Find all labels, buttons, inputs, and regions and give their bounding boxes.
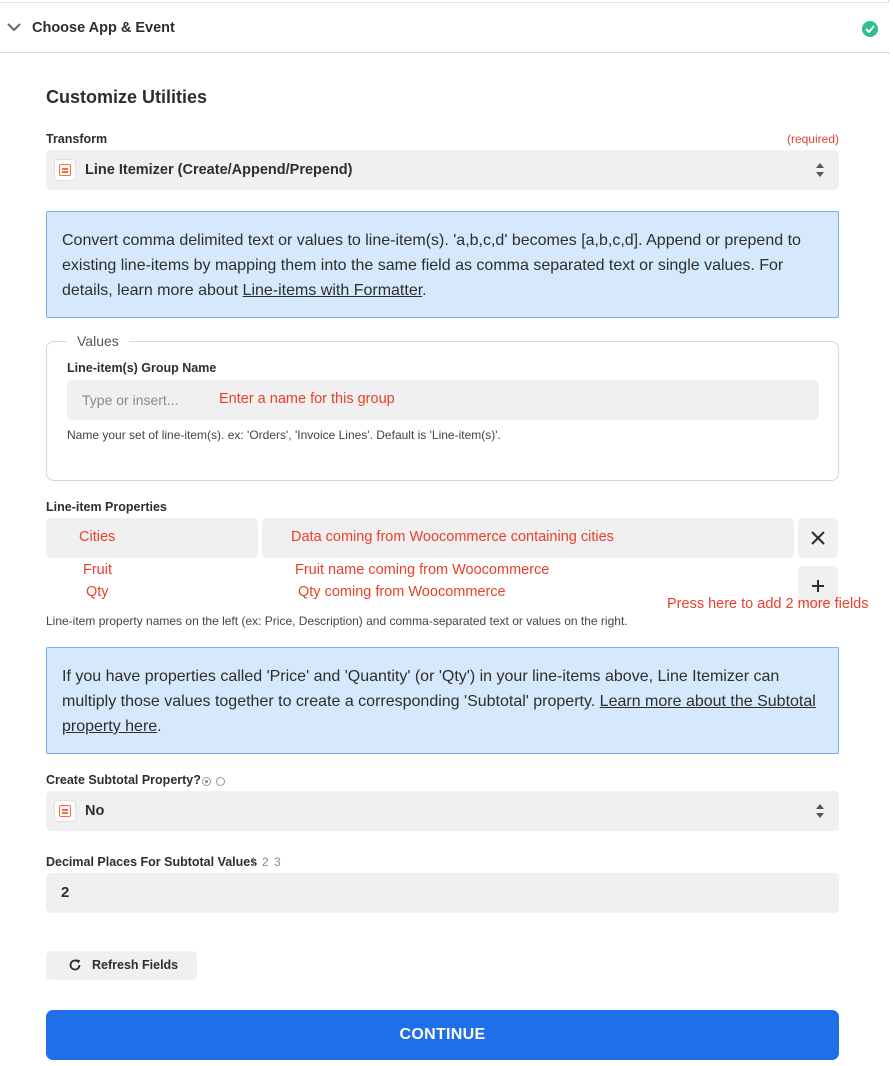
- decimal-digits-hint: 1 2 3: [250, 855, 282, 869]
- radio-on[interactable]: [202, 777, 211, 786]
- transform-label: Transform: [46, 132, 108, 146]
- refresh-fields-button[interactable]: [46, 951, 197, 980]
- property-value-cities: Data coming from Woocommerce containing cities: [291, 529, 614, 545]
- formatter-icon: [54, 800, 76, 822]
- refresh-icon: [68, 958, 82, 972]
- group-name-annotation: Enter a name for this group: [219, 391, 395, 407]
- group-name-input[interactable]: [67, 380, 819, 420]
- info-text: If you have properties called 'Price' and 'Quantity' (or 'Qty') in your line-items above, Line Itemizer can multiply those values together to create a corresponding 'Subtotal' property.: [62, 668, 780, 710]
- info-suffix: .: [422, 282, 427, 299]
- check-circle-icon: [862, 21, 878, 37]
- info-box-subtotal: [46, 647, 839, 754]
- property-key-qty: Qty: [86, 584, 109, 600]
- property-key-fruit: Fruit: [83, 562, 112, 578]
- formatter-icon: [54, 159, 76, 181]
- line-items-formatter-link[interactable]: Line-items with Formatter: [242, 282, 423, 299]
- properties-label: Line-item Properties: [46, 500, 167, 514]
- group-name-placeholder: Type or insert...: [82, 392, 179, 408]
- subtotal-select[interactable]: [46, 791, 839, 831]
- continue-button[interactable]: CONTINUE: [46, 1010, 839, 1060]
- step-title: Choose App & Event: [32, 20, 175, 36]
- subtotal-selected-value: No: [85, 803, 105, 819]
- transform-selected-value: Line Itemizer (Create/Append/Prepend): [85, 162, 353, 178]
- subtotal-label: Create Subtotal Property?: [46, 773, 201, 787]
- values-fieldset: [46, 333, 839, 481]
- select-arrows-icon: [815, 803, 825, 819]
- remove-property-button[interactable]: [798, 518, 838, 558]
- property-value-fruit: Fruit name coming from Woocommerce: [295, 562, 550, 578]
- decimal-input[interactable]: [46, 873, 839, 913]
- decimal-value: 2: [61, 884, 70, 901]
- group-name-label: Line-item(s) Group Name: [67, 361, 217, 375]
- subtotal-property-link[interactable]: Learn more about the Subtotal property here: [62, 693, 816, 735]
- step-header-choose-app-event[interactable]: [0, 3, 889, 53]
- values-legend: Values: [67, 333, 129, 349]
- close-icon: [811, 531, 825, 545]
- property-value-input[interactable]: [262, 518, 794, 558]
- property-value-qty: Qty coming from Woocommerce: [298, 584, 506, 600]
- decimal-label: Decimal Places For Subtotal Values: [46, 855, 258, 869]
- group-name-help: Name your set of line-item(s). ex: 'Orders', 'Invoice Lines'. Default is 'Line-item(s)'.: [67, 428, 501, 442]
- select-arrows-icon: [815, 162, 825, 178]
- info-text: Convert comma delimited text or values to line-item(s). 'a,b,c,d' becomes [a,b,c,d]. Append or prepend to existing line-items by mapping them into the same field as comma separated text or single values. For details, learn more about: [62, 232, 801, 299]
- subtotal-radio-group: [202, 773, 226, 791]
- info-box-line-items: [46, 211, 839, 318]
- properties-help: Line-item property names on the left (ex: Price, Description) and comma-separated text or values on the right.: [46, 614, 628, 628]
- plus-icon: [811, 579, 825, 593]
- radio-off[interactable]: [216, 777, 225, 786]
- property-key-cities: Cities: [79, 529, 116, 545]
- add-fields-annotation: Press here to add 2 more fields: [667, 596, 869, 612]
- refresh-fields-label: Refresh Fields: [92, 958, 179, 972]
- property-key-input[interactable]: [46, 518, 258, 558]
- section-title: Customize Utilities: [46, 87, 208, 107]
- info-suffix: .: [157, 718, 162, 735]
- transform-select[interactable]: [46, 150, 839, 190]
- scrollbar[interactable]: [880, 54, 889, 1066]
- chevron-down-icon[interactable]: [6, 21, 22, 33]
- required-indicator: (required): [786, 132, 839, 146]
